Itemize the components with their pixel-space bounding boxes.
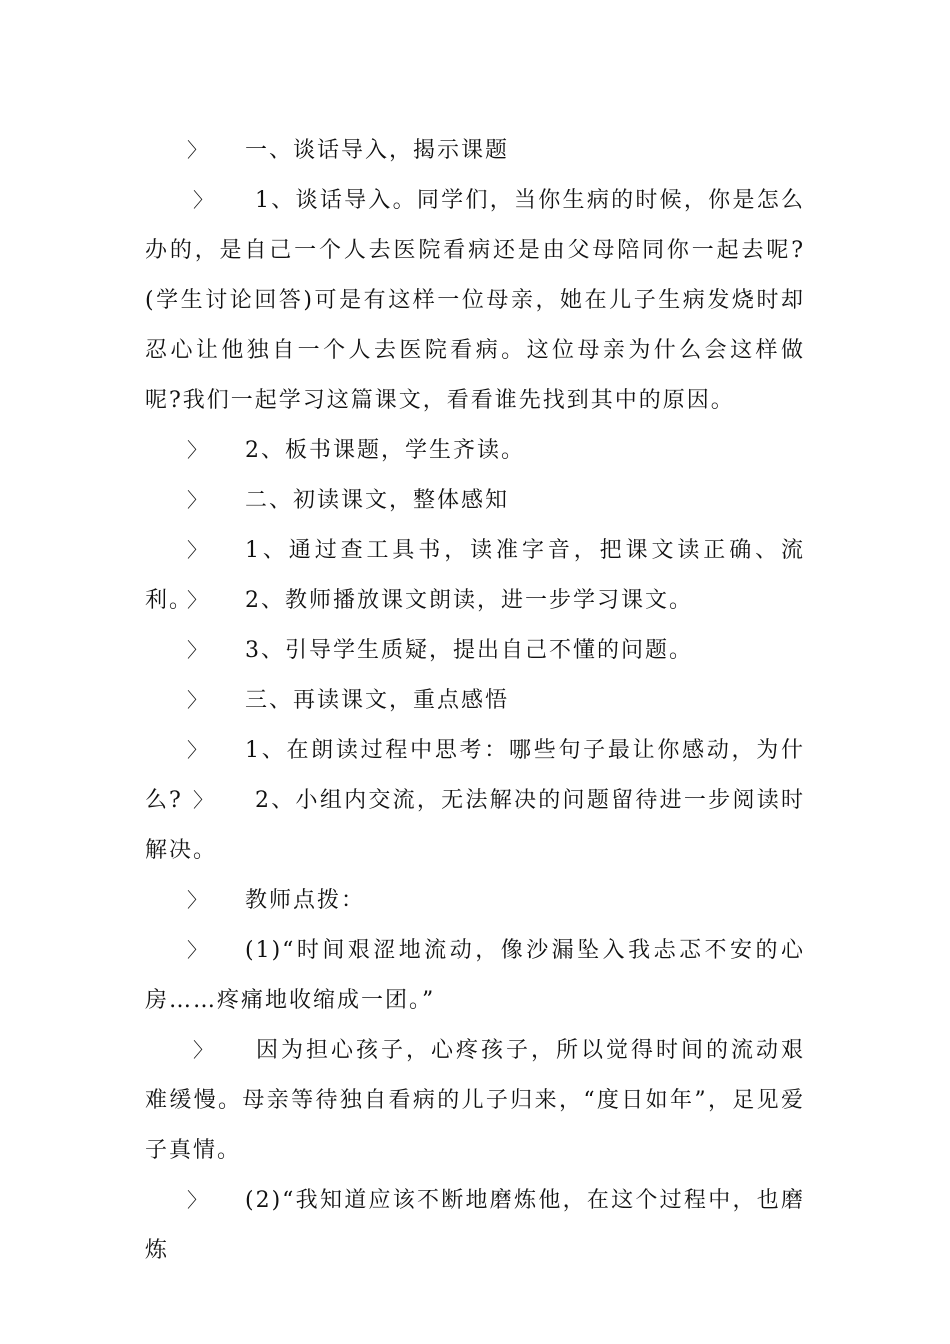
- bullet-arrow-icon: 〉: [187, 938, 209, 962]
- section-heading-3: [145, 675, 805, 726]
- bullet-arrow-icon: 〉: [193, 188, 215, 212]
- paragraph-item: [145, 625, 805, 676]
- bullet-arrow-icon: 〉: [187, 588, 209, 612]
- paragraph-text: 3、引导学生质疑，提出自己不懂的问题。: [245, 638, 693, 663]
- bullet-arrow-icon: 〉: [187, 688, 209, 712]
- paragraph-explanation: [145, 1025, 805, 1176]
- section-heading-1: [145, 125, 805, 176]
- paragraph-text: 2、教师播放课文朗读，进一步学习课文。: [245, 588, 693, 613]
- paragraph-text: 1、在朗读过程中思考：哪些句子最让你感动，为什么?: [145, 738, 805, 813]
- bullet-arrow-icon: 〉: [187, 738, 209, 762]
- paragraph-item: [145, 875, 805, 926]
- bullet-arrow-icon: 〉: [187, 638, 209, 662]
- quote-paragraph: [145, 1175, 805, 1276]
- paragraph-text: 1、谈话导入。同学们，当你生病的时候，你是怎么办的，是自己一个人去医院看病还是由父母陪同你一起去呢?(学生讨论回答)可是有这样一位母亲，她在儿子生病发烧时却忍心让他独自一个人去医院看病。这位母亲为什么会这样做呢?我们一起学习这篇课文，看看谁先找到其中的原因。: [145, 188, 805, 413]
- paragraph-text: 1、通过查工具书，读准字音，把课文读正确、流利。: [145, 538, 805, 613]
- bullet-arrow-icon: 〉: [193, 1038, 215, 1062]
- paragraph-text: (2)“我知道应该不断地磨炼他，在这个过程中，也磨炼: [145, 1188, 805, 1263]
- paragraph-text: 三、再读课文，重点感悟: [245, 688, 510, 713]
- paragraph-intro: [145, 175, 805, 426]
- bullet-arrow-icon: 〉: [193, 788, 215, 812]
- bullet-arrow-icon: 〉: [187, 438, 209, 462]
- bullet-arrow-icon: 〉: [187, 138, 209, 162]
- bullet-arrow-icon: 〉: [187, 488, 209, 512]
- paragraph-item: [145, 575, 805, 626]
- paragraph-text: 2、板书课题，学生齐读。: [245, 438, 525, 463]
- paragraph-text: 教师点拨：: [245, 888, 366, 913]
- paragraph-text: 一、谈话导入，揭示课题: [245, 138, 510, 163]
- paragraph-item: [145, 775, 805, 876]
- paragraph-item: [145, 425, 805, 476]
- bullet-arrow-icon: 〉: [187, 1188, 209, 1212]
- paragraph-text: 因为担心孩子，心疼孩子，所以觉得时间的流动艰难缓慢。母亲等待独自看病的儿子归来，“度日如年”，足见爱子真情。: [145, 1038, 805, 1163]
- quote-paragraph: [145, 925, 805, 1026]
- paragraph-text: 2、小组内交流，无法解决的问题留待进一步阅读时解决。: [145, 788, 805, 863]
- paragraph-text: (1)“时间艰涩地流动，像沙漏坠入我忐忑不安的心房……疼痛地收缩成一团。”: [145, 938, 805, 1013]
- bullet-arrow-icon: 〉: [187, 538, 209, 562]
- paragraph-text: 二、初读课文，整体感知: [245, 488, 510, 513]
- section-heading-2: [145, 475, 805, 526]
- bullet-arrow-icon: 〉: [187, 888, 209, 912]
